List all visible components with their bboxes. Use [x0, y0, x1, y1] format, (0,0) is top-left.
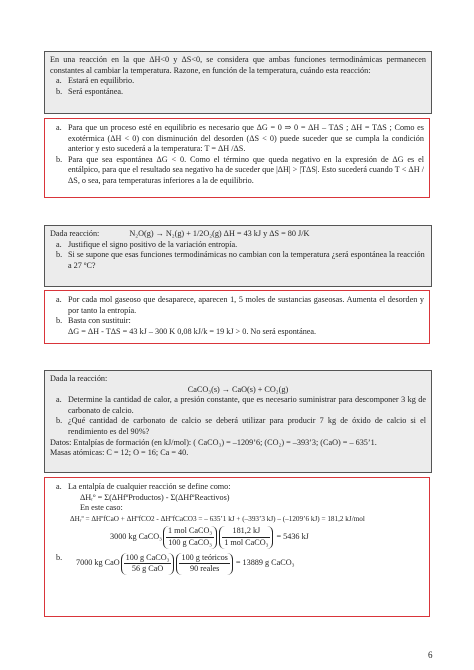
question-2-item-b	[50, 250, 426, 271]
item-text: Para que un proceso esté en equilibrio es necesario que ΔG = 0 ⇒ 0 = ΔH – TΔS ; ΔH = TΔS ; Como es exotérmica (ΔH < 0) con disminución del desorden (ΔS < 0) puede suceder que se cumpla la condición anterior y esto sucederá a la temperatura: T = ΔH /ΔS.	[68, 123, 424, 154]
item-label: a.	[56, 295, 62, 304]
calc-a-start: 3000 kg CaCO₃	[110, 532, 162, 542]
item-text: Para que sea espontánea ΔG < 0. Como el término que queda negativo en la expresión de ΔG es el entálpico, para que el resultado sea negativo ha de suceder que |ΔH| > |TΔS|. Esto sucederá cuando T < ΔH /ΔS, o sea, para temperaturas inferiores a la de equilibrio.	[68, 154, 424, 185]
item-label: b.	[56, 86, 63, 96]
answer-2-item-b	[50, 316, 424, 327]
item-text: ¿Qué cantidad de carbonato de calcio se deberá utilizar para producir 7 kg de óxido de calcio si el rendimiento es del 90%?	[68, 416, 426, 436]
calc-b-result: = 13889 g CaCO₃	[235, 558, 295, 568]
question-1-text: En una reacción en la que ΔH<0 y ΔS<0, se considera que ambas funciones termodinámicas permanecen constantes al cambiar la temperatura. Razone, en función de la temperatura, cuándo esta reacción:	[50, 55, 426, 75]
question-3-box	[44, 370, 432, 473]
item-text: Si se supone que esas funciones termodinámicas no cambian con la temperatura ¿será espontánea la reacción a 27 ºC?	[68, 250, 425, 270]
calc-b-factor-2	[176, 553, 232, 575]
answer-2-item-a	[50, 295, 424, 316]
fraction-denominator: 56 g CaO	[131, 564, 164, 574]
question-2-reaction: N₂O(g) → N₂(g) + 1/2O₂(g) ΔH = 43 kJ y ΔS = 80 J/K	[129, 229, 310, 238]
question-1-item-a	[50, 76, 426, 87]
question-1-box	[44, 51, 432, 114]
item-label: a.	[56, 239, 62, 249]
fraction-denominator: 1 mol CaCO₃	[224, 537, 269, 547]
question-3-item-b	[50, 416, 426, 437]
question-2-item-a	[50, 240, 426, 251]
item-label: b.	[56, 154, 63, 164]
item-label: a.	[56, 76, 62, 86]
answer-3-case: En este caso:	[80, 503, 123, 513]
fraction-denominator: 90 reales	[190, 564, 220, 574]
question-3-intro: Dada la reacción:	[50, 374, 108, 383]
question-3-reaction: CaCO₃(s) → CaO(s) + CO₂(g)	[187, 384, 289, 394]
question-3-datos: Datos: Entalpías de formación (en kJ/mol): ( CaCO₃) = –1209’6; (CO₂) = –393’3; (CaO) = – 635’1.	[50, 437, 377, 447]
item-text: Estará en equilibrio.	[68, 76, 135, 86]
page-number: 6	[428, 650, 433, 660]
item-text: Determine la cantidad de calor, a presión constante, que es necesario suministrar para descomponer 3 kg de carbonato de calcio.	[68, 395, 426, 415]
item-label: a.	[56, 123, 62, 132]
question-2-box	[44, 225, 432, 287]
fraction-numerator: 181,2 kJ	[222, 526, 270, 538]
answer-3-item-a	[50, 482, 424, 493]
item-text: Justifique el signo positivo de la variación entropía.	[68, 239, 238, 249]
item-text: Basta con sustituir:	[68, 316, 131, 326]
fraction-denominator: 100 g CaCO₃	[168, 537, 212, 547]
item-label: a.	[56, 395, 62, 405]
fraction-numerator: 100 g teóricos	[179, 553, 229, 565]
answer-3-calc-b	[76, 553, 424, 575]
answer-1-item-b	[50, 155, 424, 187]
answer-2-equation: ΔG = ΔH - TΔS = 43 kJ – 300 K 0,08 kJ/k = 19 kJ > 0. No será espontánea.	[68, 326, 317, 336]
answer-3-case-equation: ΔHᵣº = ΔHºfCaO + ΔHºfCO2 - ΔHºfCaCO3 = – 635’1 kJ + (–393’3 kJ) – (–1209’6 kJ) = 181,2 kJ/mol	[70, 514, 365, 523]
answer-3-formula: ΔHᵣº = Σ(ΔHfºProductos) - Σ(ΔHfºReactivos)	[80, 492, 230, 502]
calc-b-start: 7000 kg CaO	[76, 558, 120, 568]
calc-b-factor-1	[121, 553, 175, 575]
calc-a-factor-2	[219, 526, 273, 548]
item-text: Por cada mol gaseoso que desaparece, aparecen 1, 5 moles de sustancias gaseosas. Aumenta el desorden y por tanto la entropía.	[68, 295, 424, 315]
question-1-item-b	[50, 87, 426, 98]
question-3-item-a	[50, 395, 426, 416]
answer-1-box	[44, 118, 430, 198]
answer-1-item-a	[50, 123, 424, 155]
fraction-numerator: 100 g CaCO₃	[124, 553, 172, 565]
item-label: b.	[56, 552, 63, 562]
calc-a-result: = 5436 kJ	[276, 532, 309, 542]
answer-3-box	[44, 477, 430, 617]
item-label: b.	[56, 250, 63, 260]
question-3-masas: Masas atómicas: C = 12; O = 16; Ca = 40.	[50, 448, 189, 458]
question-2-intro: Dada reacción:	[50, 229, 100, 238]
answer-2-box	[44, 290, 430, 344]
item-label: b.	[56, 416, 63, 426]
item-label: a.	[56, 482, 62, 491]
question-2-heading	[50, 229, 426, 240]
answer-3-calc-a	[110, 526, 424, 548]
item-text: La entalpía de cualquier reacción se define como:	[68, 482, 231, 491]
calc-a-factor-1	[163, 526, 217, 548]
item-text: Será espontánea.	[68, 86, 124, 96]
fraction-numerator: 1 mol CaCO₃	[166, 526, 214, 538]
item-label: b.	[56, 316, 63, 326]
